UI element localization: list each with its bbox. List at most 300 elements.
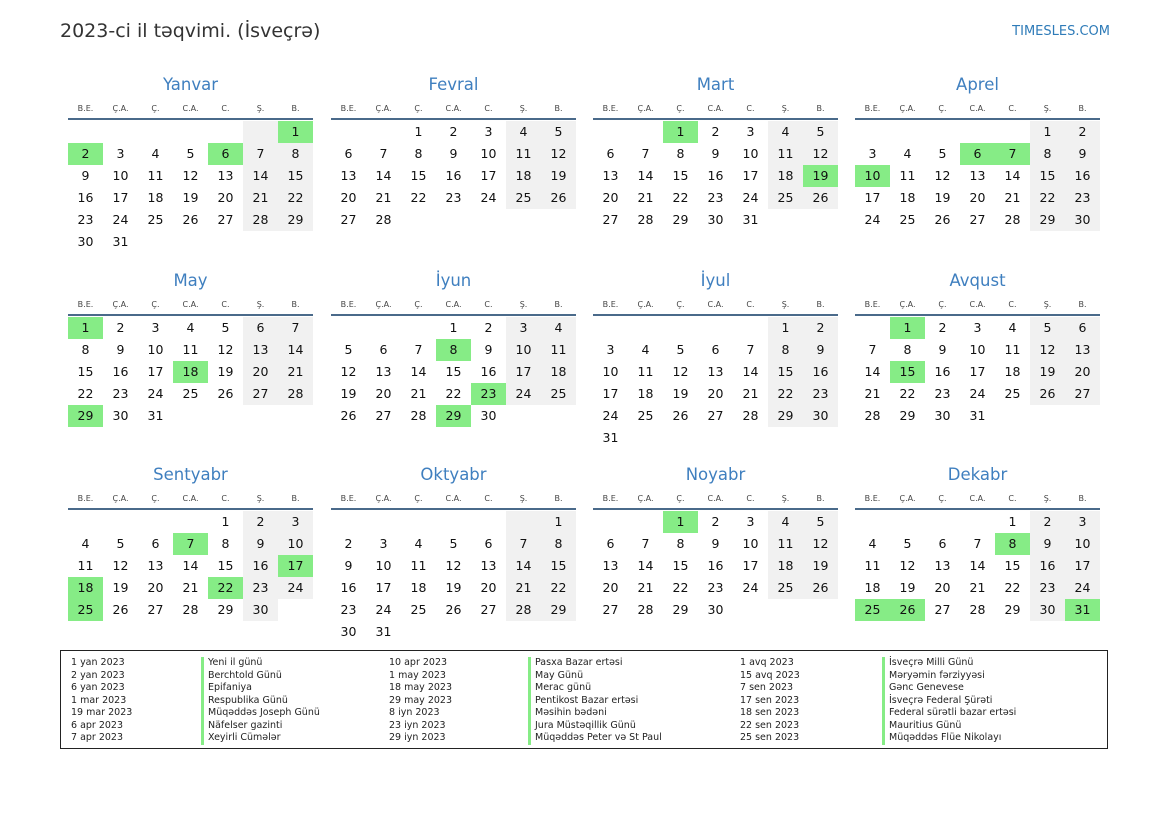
month-calendar: [855, 460, 1100, 621]
weekday-label: C.: [1008, 104, 1017, 113]
day-cell: 10: [278, 533, 313, 555]
day-cell: 20: [480, 580, 497, 595]
day-cell: 27: [217, 212, 234, 227]
day-cell: 15: [1030, 165, 1065, 187]
weekday-header: [855, 100, 1100, 120]
day-cell: 21: [278, 361, 313, 383]
holiday-date: 8 iyn 2023: [389, 707, 440, 718]
weekday-header: [68, 296, 313, 316]
day-cell: 24: [864, 212, 881, 227]
day-cell: 21: [410, 386, 427, 401]
day-cell: 9: [711, 536, 720, 551]
day-cell: 8: [541, 533, 576, 555]
month-title: May: [173, 271, 208, 290]
day-cell: 7: [868, 342, 877, 357]
holiday-name: Berchtold Günü: [201, 670, 320, 683]
empty-day-cell: [103, 121, 138, 143]
weekday-label: Ç.A.: [375, 300, 392, 309]
weekday-label: C.A.: [707, 494, 724, 503]
day-cell: 27: [602, 602, 619, 617]
day-cell: 5: [221, 320, 230, 335]
holiday-name: Müqəddəs Joseph Günü: [201, 707, 320, 720]
empty-day-cell: [366, 317, 401, 339]
day-cell: 27: [375, 408, 392, 423]
day-cell: 7: [641, 536, 650, 551]
day-cell: 24: [742, 190, 759, 205]
day-cell: 4: [1008, 320, 1017, 335]
day-cell: 2: [116, 320, 125, 335]
day-cell: 9: [803, 339, 838, 361]
day-cell: 31: [602, 430, 619, 445]
day-cell: 10: [969, 342, 986, 357]
day-cell: 2: [711, 514, 720, 529]
empty-day-cell: [698, 427, 733, 449]
weekday-label: Ç.A.: [899, 494, 916, 503]
month-calendar: [855, 70, 1100, 231]
day-cell: 18: [541, 361, 576, 383]
empty-day-cell: [663, 317, 698, 339]
day-cell: 31: [742, 212, 759, 227]
day-cell: 14: [410, 364, 427, 379]
day-cell: 13: [969, 168, 986, 183]
day-cell: 25: [768, 577, 803, 599]
day-cell: 2: [449, 124, 458, 139]
day-cell: 22: [77, 386, 94, 401]
day-cell: 30: [1065, 209, 1100, 231]
holiday-day-cell: 22: [208, 577, 243, 599]
day-grid: [593, 121, 838, 231]
day-cell: 8: [768, 339, 803, 361]
day-cell: 18: [899, 190, 916, 205]
weekday-label: Ç.A.: [375, 104, 392, 113]
day-cell: 12: [112, 558, 129, 573]
empty-day-cell: [925, 121, 960, 143]
day-cell: 5: [541, 121, 576, 143]
day-cell: 29: [278, 209, 313, 231]
day-cell: 4: [541, 317, 576, 339]
weekday-label: Ç.: [938, 104, 947, 113]
day-cell: 21: [506, 577, 541, 599]
day-cell: 29: [672, 212, 689, 227]
day-cell: 9: [344, 558, 353, 573]
day-cell: 4: [868, 536, 877, 551]
day-grid: [331, 121, 576, 231]
day-cell: 14: [969, 558, 986, 573]
weekday-label: B.E.: [77, 104, 94, 113]
empty-day-cell: [173, 121, 208, 143]
empty-day-cell: [103, 511, 138, 533]
day-cell: 9: [81, 168, 90, 183]
day-cell: 24: [742, 580, 759, 595]
empty-day-cell: [243, 121, 278, 143]
holiday-date: 19 mar 2023: [71, 707, 133, 718]
day-cell: 26: [340, 408, 357, 423]
day-cell: 27: [147, 602, 164, 617]
holiday-day-cell: 18: [68, 577, 103, 599]
empty-day-cell: [855, 511, 890, 533]
day-cell: 25: [147, 212, 164, 227]
holiday-day-cell: 31: [1065, 599, 1100, 621]
holiday-date: 29 iyn 2023: [389, 732, 446, 743]
weekday-label: B.: [816, 104, 825, 113]
weekday-label: C.: [746, 300, 755, 309]
day-cell: 28: [506, 599, 541, 621]
empty-day-cell: [278, 231, 313, 253]
day-cell: 16: [1030, 555, 1065, 577]
weekday-label: C.: [484, 494, 493, 503]
holiday-names-col-2: [528, 657, 662, 745]
day-cell: 11: [77, 558, 94, 573]
day-cell: 23: [340, 602, 357, 617]
empty-day-cell: [855, 317, 890, 339]
day-grid: [331, 317, 576, 427]
empty-day-cell: [995, 121, 1030, 143]
weekday-header: [331, 296, 576, 316]
weekday-label: Ç.A.: [375, 494, 392, 503]
day-cell: 14: [243, 165, 278, 187]
day-cell: 6: [344, 146, 353, 161]
day-cell: 27: [243, 383, 278, 405]
day-cell: 18: [506, 165, 541, 187]
weekday-label: B.E.: [340, 104, 357, 113]
day-cell: 29: [899, 408, 916, 423]
day-cell: 10: [602, 364, 619, 379]
day-cell: 28: [637, 602, 654, 617]
day-grid: [855, 121, 1100, 231]
weekday-label: B.: [554, 494, 563, 503]
day-cell: 10: [147, 342, 164, 357]
day-cell: 13: [147, 558, 164, 573]
empty-day-cell: [593, 317, 628, 339]
day-cell: 6: [606, 536, 615, 551]
holiday-date: 7 apr 2023: [71, 732, 124, 743]
day-cell: 17: [506, 361, 541, 383]
day-cell: 1: [1030, 121, 1065, 143]
day-cell: 20: [217, 190, 234, 205]
day-cell: 15: [77, 364, 94, 379]
empty-day-cell: [401, 317, 436, 339]
day-cell: 30: [803, 405, 838, 427]
weekday-label: C.A.: [445, 494, 462, 503]
day-grid: [593, 511, 838, 621]
day-cell: 22: [672, 580, 689, 595]
day-cell: 17: [147, 364, 164, 379]
day-cell: 22: [541, 577, 576, 599]
empty-day-cell: [803, 599, 838, 621]
day-cell: 9: [484, 342, 493, 357]
day-cell: 18: [768, 555, 803, 577]
empty-day-cell: [436, 511, 471, 533]
day-cell: 21: [969, 580, 986, 595]
holiday-day-cell: 15: [890, 361, 925, 383]
empty-day-cell: [733, 599, 768, 621]
day-cell: 17: [480, 168, 497, 183]
day-cell: 29: [1004, 602, 1021, 617]
holiday-date: 1 yan 2023: [71, 657, 125, 668]
empty-day-cell: [138, 121, 173, 143]
weekday-label: C.: [1008, 300, 1017, 309]
day-cell: 3: [506, 317, 541, 339]
day-cell: 23: [1065, 187, 1100, 209]
day-cell: 22: [768, 383, 803, 405]
day-cell: 4: [81, 536, 90, 551]
holiday-name: May Günü: [528, 670, 662, 683]
day-cell: 12: [934, 168, 951, 183]
day-cell: 4: [768, 121, 803, 143]
day-cell: 16: [707, 168, 724, 183]
day-cell: 21: [637, 190, 654, 205]
day-cell: 30: [480, 408, 497, 423]
day-cell: 10: [480, 146, 497, 161]
day-cell: 1: [449, 320, 458, 335]
weekday-label: Ç.A.: [637, 104, 654, 113]
day-cell: 16: [803, 361, 838, 383]
day-cell: 6: [711, 342, 720, 357]
holiday-name: Müqəddəs Flüe Nikolayı: [882, 732, 1016, 745]
weekday-label: B.E.: [77, 300, 94, 309]
empty-day-cell: [173, 511, 208, 533]
day-cell: 13: [340, 168, 357, 183]
day-cell: 26: [934, 212, 951, 227]
weekday-label: Ş.: [1043, 104, 1052, 113]
day-cell: 14: [637, 168, 654, 183]
day-cell: 17: [969, 364, 986, 379]
day-cell: 20: [375, 386, 392, 401]
month-title: Aprel: [956, 75, 999, 94]
empty-day-cell: [733, 317, 768, 339]
month-calendar: [331, 70, 576, 231]
empty-day-cell: [698, 317, 733, 339]
weekday-label: C.A.: [182, 104, 199, 113]
weekday-label: Ş.: [519, 104, 528, 113]
day-grid: [855, 317, 1100, 427]
month-calendar: [331, 266, 576, 427]
holiday-dates-col-3: [740, 657, 800, 745]
day-cell: 13: [707, 364, 724, 379]
day-cell: 26: [672, 408, 689, 423]
day-cell: 5: [803, 121, 838, 143]
weekday-label: Ç.A.: [112, 300, 129, 309]
day-cell: 21: [243, 187, 278, 209]
day-cell: 6: [379, 342, 388, 357]
day-cell: 2: [243, 511, 278, 533]
weekday-label: B.: [291, 104, 300, 113]
day-cell: 30: [340, 624, 357, 639]
day-cell: 23: [1030, 577, 1065, 599]
month-title: Yanvar: [162, 75, 219, 94]
day-cell: 16: [934, 364, 951, 379]
day-cell: 22: [1004, 580, 1021, 595]
day-cell: 4: [186, 320, 195, 335]
weekday-label: Ş.: [256, 104, 265, 113]
weekday-label: Ş.: [781, 300, 790, 309]
day-cell: 5: [186, 146, 195, 161]
weekday-label: Ş.: [519, 494, 528, 503]
weekday-label: Ç.: [414, 494, 423, 503]
day-cell: 8: [414, 146, 423, 161]
day-cell: 8: [221, 536, 230, 551]
day-cell: 29: [217, 602, 234, 617]
day-cell: 14: [1004, 168, 1021, 183]
day-cell: 1: [768, 317, 803, 339]
day-cell: 1: [414, 124, 423, 139]
day-cell: 3: [484, 124, 493, 139]
holiday-date: 2 yan 2023: [71, 669, 125, 681]
day-cell: 14: [637, 558, 654, 573]
weekday-label: B.E.: [602, 494, 619, 503]
holiday-name: Gənc Genevese: [882, 682, 1016, 695]
day-cell: 21: [637, 580, 654, 595]
day-cell: 13: [480, 558, 497, 573]
day-cell: 19: [541, 165, 576, 187]
day-cell: 16: [445, 168, 462, 183]
day-cell: 24: [147, 386, 164, 401]
day-cell: 25: [541, 383, 576, 405]
holiday-date: 6 yan 2023: [71, 682, 125, 693]
day-cell: 7: [379, 146, 388, 161]
weekday-label: B.: [1078, 300, 1087, 309]
day-cell: 5: [116, 536, 125, 551]
day-cell: 11: [637, 364, 654, 379]
empty-day-cell: [768, 599, 803, 621]
day-cell: 12: [803, 533, 838, 555]
day-grid: [68, 511, 313, 621]
day-cell: 29: [672, 602, 689, 617]
holiday-day-cell: 10: [855, 165, 890, 187]
day-cell: 15: [1004, 558, 1021, 573]
day-cell: 1: [221, 514, 230, 529]
day-cell: 30: [1030, 599, 1065, 621]
day-cell: 18: [637, 386, 654, 401]
day-cell: 30: [112, 408, 129, 423]
weekday-label: B.E.: [864, 300, 881, 309]
day-cell: 7: [641, 146, 650, 161]
day-cell: 19: [672, 386, 689, 401]
day-cell: 27: [340, 212, 357, 227]
month-calendar: [68, 266, 313, 427]
day-cell: 10: [1065, 533, 1100, 555]
empty-day-cell: [628, 317, 663, 339]
weekday-header: [331, 490, 576, 510]
holiday-day-cell: 1: [68, 317, 103, 339]
day-cell: 22: [410, 190, 427, 205]
day-cell: 5: [803, 511, 838, 533]
weekday-label: Ş.: [1043, 494, 1052, 503]
holiday-day-cell: 8: [436, 339, 471, 361]
day-cell: 31: [147, 408, 164, 423]
weekday-label: Ç.A.: [112, 494, 129, 503]
day-cell: 20: [707, 386, 724, 401]
day-cell: 3: [606, 342, 615, 357]
day-cell: 3: [116, 146, 125, 161]
empty-day-cell: [401, 621, 436, 643]
day-cell: 22: [445, 386, 462, 401]
holiday-name: Pasxa Bazar ertəsi: [528, 657, 662, 670]
day-cell: 14: [278, 339, 313, 361]
day-cell: 28: [278, 383, 313, 405]
day-cell: 25: [1004, 386, 1021, 401]
weekday-header: [331, 100, 576, 120]
empty-day-cell: [173, 405, 208, 427]
month-title: Mart: [696, 75, 735, 94]
day-cell: 19: [899, 580, 916, 595]
holiday-name: Yeni il günü: [201, 657, 320, 670]
empty-day-cell: [68, 511, 103, 533]
weekday-label: C.A.: [707, 104, 724, 113]
empty-day-cell: [890, 511, 925, 533]
day-cell: 19: [1030, 361, 1065, 383]
day-cell: 20: [969, 190, 986, 205]
weekday-label: Ş.: [1043, 300, 1052, 309]
day-cell: 13: [1065, 339, 1100, 361]
day-cell: 16: [77, 190, 94, 205]
day-cell: 3: [379, 536, 388, 551]
empty-day-cell: [1030, 405, 1065, 427]
day-cell: 29: [541, 599, 576, 621]
empty-day-cell: [471, 511, 506, 533]
day-cell: 20: [147, 580, 164, 595]
day-cell: 26: [1030, 383, 1065, 405]
empty-day-cell: [471, 621, 506, 643]
day-cell: 15: [541, 555, 576, 577]
weekday-label: Ç.A.: [637, 494, 654, 503]
month-calendar: [593, 460, 838, 621]
holiday-name: Federal sürətli bazar ertəsi: [882, 707, 1016, 720]
holiday-date: 1 mar 2023: [71, 694, 127, 706]
site-link[interactable]: TIMESLES.COM: [1012, 24, 1110, 39]
weekday-label: B.E.: [864, 494, 881, 503]
day-cell: 5: [938, 146, 947, 161]
day-cell: 9: [116, 342, 125, 357]
day-cell: 3: [746, 124, 755, 139]
day-cell: 24: [112, 212, 129, 227]
day-cell: 25: [182, 386, 199, 401]
day-cell: 8: [81, 342, 90, 357]
day-cell: 28: [864, 408, 881, 423]
day-cell: 22: [278, 187, 313, 209]
empty-day-cell: [471, 209, 506, 231]
month-calendar: [593, 70, 838, 231]
day-cell: 18: [768, 165, 803, 187]
day-cell: 25: [506, 187, 541, 209]
weekday-header: [68, 100, 313, 120]
day-cell: 20: [934, 580, 951, 595]
day-cell: 3: [746, 514, 755, 529]
month-calendar: [855, 266, 1100, 427]
weekday-label: C.A.: [707, 300, 724, 309]
weekday-label: Ç.A.: [112, 104, 129, 113]
holiday-name: Epifaniya: [201, 682, 320, 695]
holiday-day-cell: 7: [995, 143, 1030, 165]
month-title: İyul: [700, 271, 731, 290]
day-cell: 19: [217, 364, 234, 379]
day-cell: 12: [672, 364, 689, 379]
day-cell: 14: [506, 555, 541, 577]
month-calendar: [68, 70, 313, 253]
holiday-date: 18 sen 2023: [740, 707, 800, 718]
day-cell: 12: [445, 558, 462, 573]
holiday-day-cell: 29: [436, 405, 471, 427]
holiday-day-cell: 25: [68, 599, 103, 621]
day-cell: 17: [112, 190, 129, 205]
day-cell: 13: [602, 168, 619, 183]
day-cell: 26: [112, 602, 129, 617]
day-cell: 19: [803, 555, 838, 577]
day-cell: 9: [1030, 533, 1065, 555]
holiday-day-cell: 2: [68, 143, 103, 165]
empty-day-cell: [628, 121, 663, 143]
day-cell: 11: [182, 342, 199, 357]
